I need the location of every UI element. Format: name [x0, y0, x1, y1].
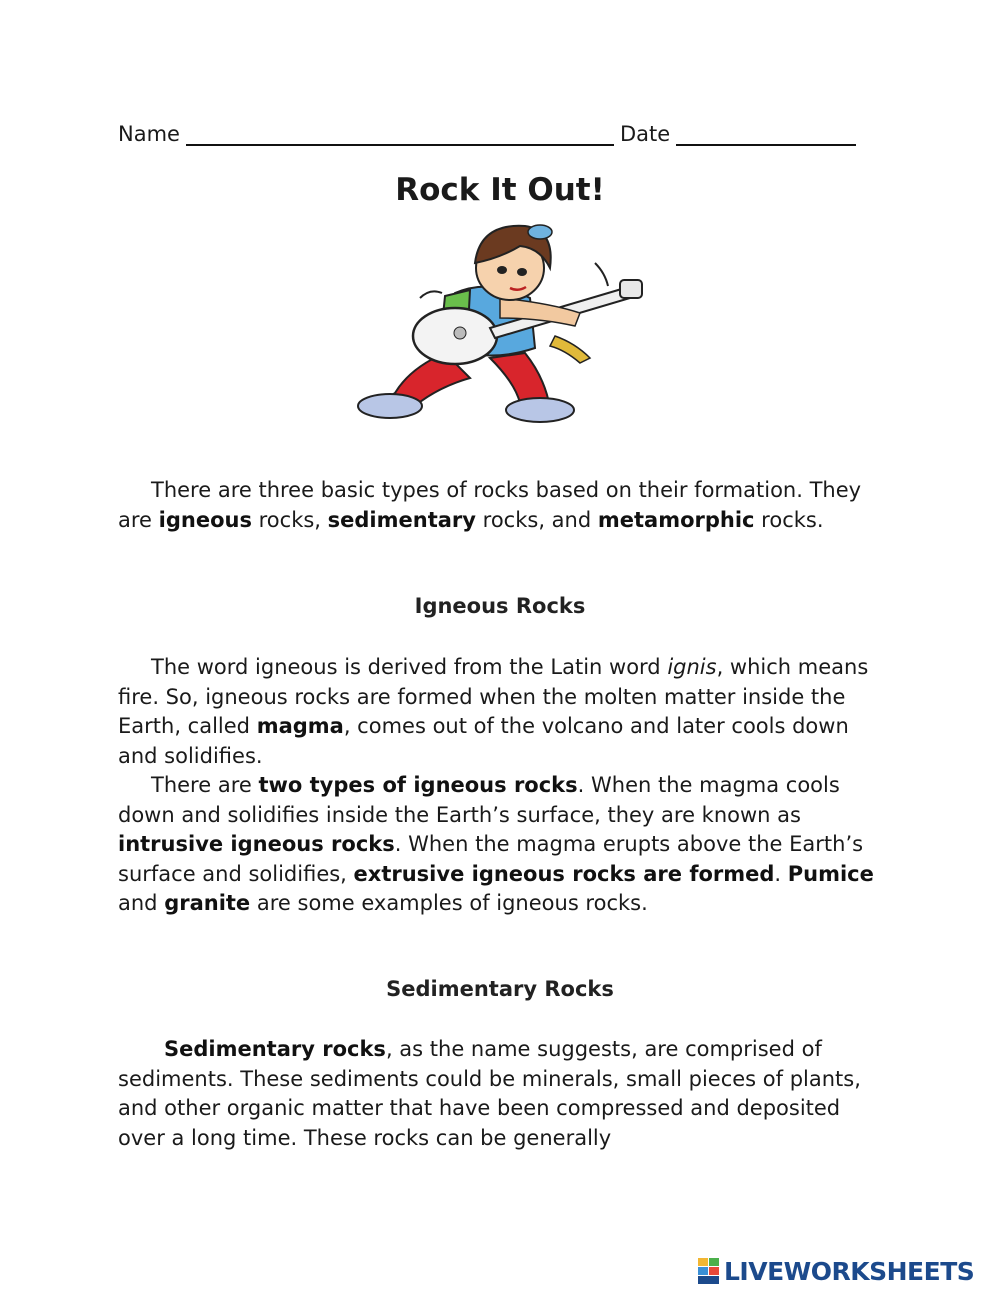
igneous-heading: Igneous Rocks — [414, 594, 586, 618]
sedimentary-paragraph-1: Sedimentary rocks, as the name suggests, are comprised of sediments. These sediments could be minerals, small pieces of plants, and other organic matter that have been compressed and deposited over a long time. These rocks can be generally — [118, 1037, 861, 1150]
liveworksheets-logo-icon — [698, 1258, 720, 1284]
intro-paragraph: There are three basic types of rocks based on their formation. They are igneous rocks, sedimentary rocks, and metamorphic rocks. — [118, 478, 862, 532]
name-label: Name — [118, 122, 180, 146]
rock-guitarist-cartoon-icon — [350, 218, 650, 438]
brand-text: LIVEWORKSHEETS — [724, 1256, 975, 1286]
igneous-paragraph-1: The word igneous is derived from the Latin word ignis, which means fire. So, igneous rocks are formed when the molten matter inside the Earth, called magma, comes out of the volcano and later cools down and solidifies. — [118, 655, 869, 768]
date-label: Date — [619, 122, 671, 146]
date-field[interactable] — [676, 122, 856, 146]
liveworksheets-brand — [698, 1256, 974, 1286]
igneous-paragraph-2: There are two types of igneous rocks. When the magma cools down and solidifies inside the Earth’s surface, they are known as intrusive igneous rocks. When the magma erupts above the Earth’s surface and solidifies, extrusive igneous rocks are formed. Pumice and granite are some examples of igneous rocks. — [118, 773, 874, 915]
name-field[interactable] — [186, 122, 614, 146]
sedimentary-heading: Sedimentary Rocks — [386, 977, 614, 1001]
worksheet-title: Rock It Out! — [395, 172, 605, 208]
name-date-line — [118, 116, 878, 146]
